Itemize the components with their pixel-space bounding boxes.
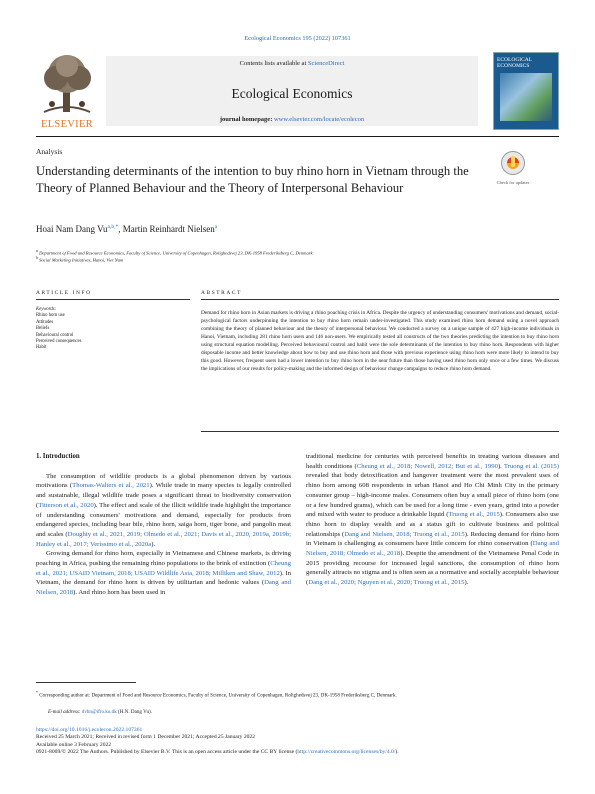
citation-link[interactable]: Dang and Nielsen, 2018; Truong et al., 2015 — [344, 530, 465, 538]
received-dates: Received 25 March 2021; Received in revised form 1 December 2021; Accepted 25 January 2022 — [36, 734, 256, 741]
paragraph-text: ). Despite the amendment of the Vietnamese Penal Code in 2015 providing recourse for increased legal sanctions, the consumption of rhino horn generally attracts no stigma and is often seen as a normative and socially acceptable behaviour ( — [306, 550, 560, 587]
keyword: Beliefs — [36, 326, 50, 332]
paragraph-text: ). While trade in many species is legally controlled and sustainable, illegal wildlife trade poses a significant threat to biodiversity conservation ( — [36, 482, 292, 509]
paragraph-text: traditional medicine for centuries with perceived benefits in treating various diseases and health conditions ( — [306, 453, 559, 470]
abstract-bottom-rule — [201, 431, 559, 432]
check-for-updates-label: Check for updates — [496, 180, 530, 185]
paragraph-text: ). — [464, 579, 469, 587]
citation-link[interactable]: Dang and Nielsen, 2018; Olmedo et al., 2018 — [306, 540, 559, 558]
license-prefix: 0921-8009/© 2022 The Authors. Published by Elsevier B.V. This is an open access article under the CC BY license ( — [36, 748, 298, 755]
keyword: Behavioural control — [36, 332, 74, 338]
paragraph-text: ). In Vietnam, the demand for rhino horn is driven by utilitarian and hedonic values ( — [36, 569, 291, 587]
paragraph-text: ). Reducing demand for rhino horn in Vietnam is challenging as consumers have little concern for rhino conservation ( — [306, 530, 559, 548]
citation-link[interactable]: Dang and Nielsen, 2018 — [36, 579, 291, 597]
author-name[interactable]: Hoai Nam Dang Vu — [36, 224, 108, 234]
article-type: Analysis — [36, 147, 63, 156]
paragraph-text: ). The effect and scale of the illicit wildlife trade highlight the importance of understanding consumers' motivations and demand, especially for products from endangered species, including bear bile, rhino horn, saiga horn, tiger bone, and pangolin meat and scales ( — [36, 501, 291, 538]
paragraph-text: ). — [151, 540, 156, 548]
body-left-column — [36, 452, 291, 598]
doi-link[interactable]: https://doi.org/10.1016/j.ecolecon.2022.107361 — [36, 727, 143, 733]
abstract-top-rule — [201, 299, 559, 300]
paragraph-text: ). — [497, 462, 504, 470]
cover-image — [500, 73, 552, 121]
journal-reference[interactable]: Ecological Economics 195 (2022) 107361 — [244, 35, 351, 42]
homepage-line — [106, 116, 478, 123]
homepage-link[interactable]: www.elsevier.com/locate/ecolecon — [273, 116, 365, 123]
email-label: E-mail address: — [48, 709, 82, 715]
citation-link[interactable]: Cheung et al., 2021; USAID Vietnam, 2018; USAID Wildlife Asia, 2018; Milliken and Shaw, 2012 — [36, 560, 291, 577]
keyword: Perceived consequences — [36, 339, 82, 345]
check-for-updates-button[interactable] — [500, 150, 526, 178]
author-marks[interactable]: a,b,* — [107, 224, 119, 230]
email-footnote — [36, 709, 559, 716]
paragraph-text: revealed that body detoxification and hangover treatment were the most prevalent uses of rhino horn among 608 respondents in urban Hanoi and Ho Chi Minh City in the primary consumer group – high-income males. Consumers often buy a small piece of rhino horn (one or a few hundred grams), which can be used for a long time - even years, grind into a powder and mixed with water to produce a drinkable liquid ( — [306, 472, 559, 519]
paragraph-text: ). Consumers also use rhino horn to display wealth and as a status gift to cultivate business and political relationships ( — [306, 511, 559, 538]
article-info-heading: ARTICLE INFO — [36, 290, 92, 296]
citation-link[interactable]: Doughty et al., 2021, 2019; Olmedo et al., 2021; Davis et al., 2020, 2019a, 2019b; Hanley et al., 2017; Veríssimo et al., 2020a — [36, 530, 291, 548]
article-info-rule — [36, 299, 190, 300]
author-marks[interactable]: a — [214, 224, 218, 230]
author-name[interactable]: Martin Reinhardt Nielsen — [122, 224, 215, 234]
paragraph — [36, 472, 291, 550]
sciencedirect-link[interactable]: ScienceDirect — [307, 60, 345, 67]
article-title: Understanding determinants of the intention to buy rhino horn in Vietnam through the Theory of Planned Behaviour and the Theory of Interpersonal Behaviour — [36, 164, 469, 195]
abstract-text: Demand for rhino horn in Asian markets is driving a rhino poaching crisis in Africa. Despite the urgency of understanding consumers' motivations and demand, social-psychological factors underpinning the intention to buy rhino horn remain under-investigated. This study examined rhino horn demand using a novel approach combining the theory of planned behaviour and the theory of interpersonal behaviour. We conducted a survey on a unique sample of 427 high-income individuals in Hanoi, Vietnam, including 281 rhino horn users and 146 non-users. We empirically tested all constructs of the two theories predicting the intention to buy rhino horn using structural equation modelling. Perceived behavioural control and habit were the sole determinants of the intention to buy rhino horn. Respondents with higher disposable income and better knowledge about how to buy and use rhino horn and those with previous experience using rhino horn were more likely to intend to buy this good. However, frequent users had a lower intention to buy rhino horn in the near future than those having used rhino horn only once or a few times. We discuss the implications of our results for policy-making and the informed design of behaviour change campaigns to reduce rhino horn demand. — [201, 310, 559, 373]
paragraph-text: ). And rhino horn has been used in — [73, 589, 166, 597]
citation-link[interactable]: Thomas-Walters et al., 2021 — [72, 482, 150, 490]
citation-link[interactable]: Titterson et al., 2020 — [38, 501, 94, 509]
article-history — [36, 727, 559, 756]
paragraph — [36, 549, 291, 598]
paragraph — [306, 452, 559, 588]
license-link[interactable]: http://creativecommons.org/licenses/by/4.0/ — [297, 748, 396, 755]
check-for-updates-icon — [500, 150, 526, 178]
corresponding-mark: * — [36, 690, 38, 695]
affiliation — [36, 256, 123, 263]
license-suffix: ). — [395, 748, 399, 755]
affiliation-text: Social Marketing Initiatives, Hanoi, Viet Nam — [39, 257, 124, 263]
keywords — [36, 307, 81, 352]
footnote-rule — [36, 682, 136, 683]
elsevier-logo — [36, 52, 98, 130]
homepage-prefix: journal homepage: — [219, 116, 274, 123]
journal-cover[interactable] — [493, 52, 559, 130]
citation-link[interactable]: Cheung et al., 2018; Nowell, 2012; But et al., 1990 — [356, 462, 498, 470]
affiliation-mark: a — [36, 249, 38, 253]
elsevier-tree-icon — [36, 52, 98, 116]
author-list: Hoai Nam Dang $Vu^{a,b,*}$, Martin Reinhardt Nielsen$^a$ — [36, 224, 218, 234]
license-line — [36, 749, 559, 756]
abstract-heading: ABSTRACT — [201, 290, 242, 296]
paragraph-text: The consumption of wildlife products is a global phenomenon driven by various motivations ( — [36, 472, 291, 490]
citation-link[interactable]: Truong et al. (2015) — [503, 462, 559, 470]
masthead-center — [106, 56, 478, 126]
masthead — [36, 52, 559, 130]
citation-link[interactable]: Truong et al., 2015 — [448, 511, 500, 519]
corresponding-footnote — [36, 689, 559, 700]
keywords-heading: Keywords: — [36, 307, 57, 312]
keyword: Habit — [36, 345, 47, 351]
contents-line — [106, 60, 478, 67]
affiliation-mark: b — [36, 256, 38, 260]
keyword: Attitudes — [36, 319, 54, 325]
paragraph-text: Growing demand for rhino horn, especially in Vietnamese and Chinese markets, is driving poaching in Africa, pushing the remaining rhino populations to the brink of extinction ( — [36, 550, 291, 568]
affiliation — [36, 249, 313, 256]
keyword: Rhino horn use — [36, 313, 65, 319]
contents-prefix: Contents lists available at — [239, 60, 308, 67]
publisher-name: ELSEVIER — [41, 119, 93, 130]
cover-title: ECOLOGICAL ECONOMICS — [497, 57, 532, 69]
corresponding-text: Corresponding author at: Department of Food and Resource Economics, Faculty of Science, University of Copenhagen, Rolighedsvej 23, DK-1958 Frederiksberg C, Denmark. — [39, 692, 397, 699]
email-suffix: (H.N. Dang Vu). — [116, 709, 153, 715]
masthead-rule — [36, 136, 559, 137]
body-right-column — [306, 452, 559, 588]
journal-name: Ecological Economics — [231, 86, 353, 101]
citation-link[interactable]: Dang et al., 2020; Nguyen et al., 2020; Truong et al., 2015 — [308, 579, 465, 587]
available-online: Available online 3 February 2022 — [36, 741, 112, 748]
affiliation-text: Department of Food and Resource Economics, Faculty of Science, University of Copenhagen, Rolighedsvej 23, DK-1958 Frederiksberg C, Denmark — [39, 250, 313, 256]
section-heading: 1. Introduction — [36, 453, 80, 460]
email-link[interactable]: dvhn@ifro.ku.dk — [81, 709, 117, 715]
